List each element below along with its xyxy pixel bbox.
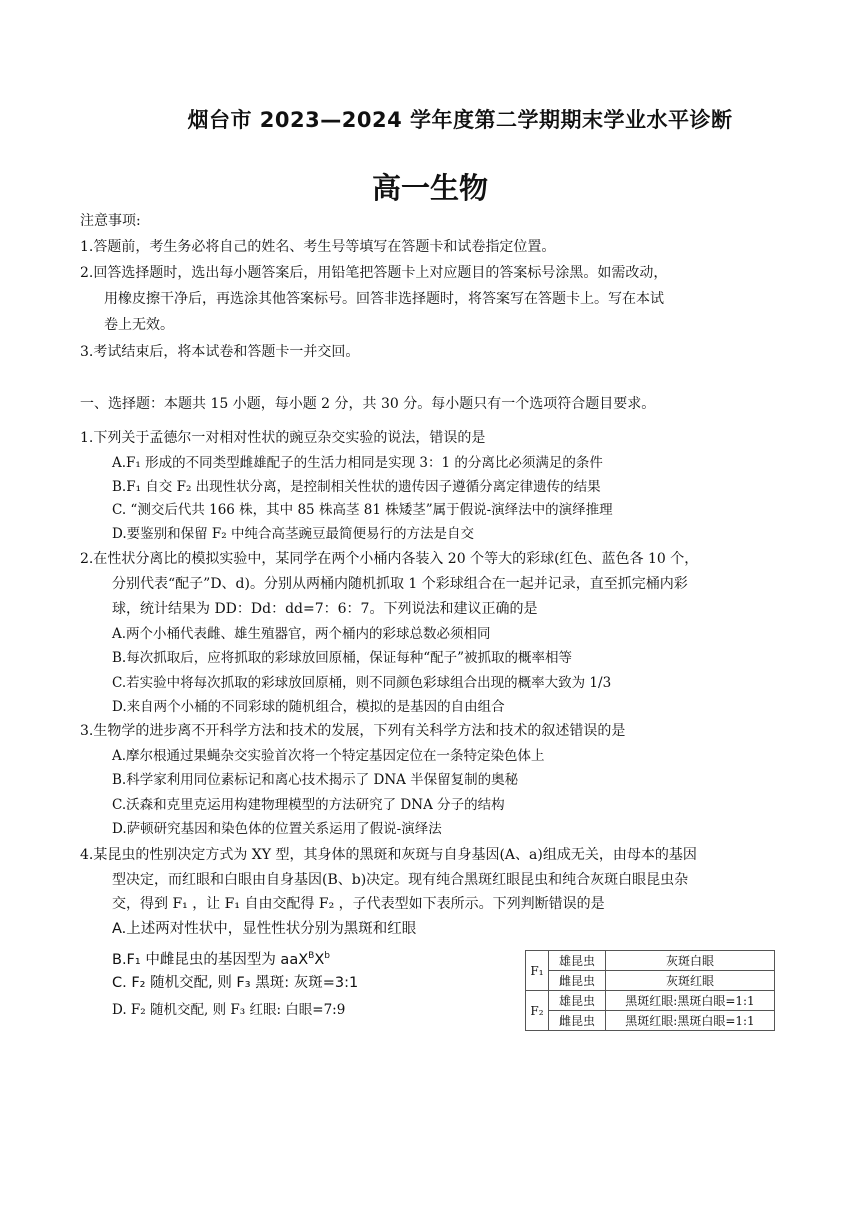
question-stem: 球，统计结果为 DD：Dd：dd=7：6：7。下列说法和建议正确的是 — [112, 601, 538, 617]
sex-cell: 雌昆虫 — [549, 971, 606, 991]
phenotype-cell: 灰斑白眼 — [606, 951, 775, 971]
phenotype-cell: 黑斑红眼:黑斑白眼=1:1 — [606, 1011, 775, 1031]
option-c: C.若实验中将每次抓取的彩球放回原桶，则不同颜色彩球组合出现的概率大致为 1/3 — [112, 675, 612, 691]
sex-cell: 雄昆虫 — [549, 951, 606, 971]
question-stem: 交，得到 F₁ ，让 F₁ 自由交配得 F₂ ，子代表型如下表所示。下列判断错误的是 — [112, 896, 605, 912]
notice-item: 卷上无效。 — [104, 317, 174, 333]
notice-item: 用橡皮擦干净后，再选涂其他答案标号。回答非选择题时，将答案写在答题卡上。写在本试 — [104, 291, 664, 307]
option-b: B.科学家利用同位素标记和离心技术揭示了 DNA 半保留复制的奥秘 — [112, 772, 519, 788]
generation-cell: F₁ — [526, 951, 549, 991]
question-stem: 2.在性状分离比的模拟实验中，某同学在两个小桶内各装入 20 个等大的彩球(红色、蓝色各 10 个， — [80, 551, 699, 567]
subject-title: 高一生物 — [371, 171, 488, 205]
offspring-phenotype-table — [525, 950, 775, 1031]
option-b: B.F₁ 自交 F₂ 出现性状分离，是控制相关性状的遗传因子遵循分离定律遗传的结果 — [112, 479, 601, 495]
superscript: b — [324, 951, 330, 961]
option-b-text: X — [314, 951, 325, 968]
option-d: D.要鉴别和保留 F₂ 中纯合高茎豌豆最简便易行的方法是自交 — [112, 526, 474, 542]
option-b: B.每次抓取后，应将抓取的彩球放回原桶，保证每种“配子”被抓取的概率相等 — [112, 650, 573, 666]
option-c: C. “测交后代共 166 株，其中 85 株高茎 81 株矮茎”属于假说-演绎法中的演绎推理 — [112, 502, 613, 518]
sex-cell: 雌昆虫 — [549, 1011, 606, 1031]
option-a: A.摩尔根通过果蝇杂交实验首次将一个特定基因定位在一条特定染色体上 — [112, 748, 545, 764]
notice-item: 2.回答选择题时，选出每小题答案后，用铅笔把答题卡上对应题目的答案标号涂黑。如需改动， — [80, 265, 668, 281]
option-b — [112, 947, 330, 969]
exam-title: 烟台市 2023—2024 学年度第二学期期末学业水平诊断 — [187, 108, 733, 132]
table-row — [526, 971, 775, 991]
question-stem: 分别代表“配子”D、d)。分别从两桶内随机抓取 1 个彩球组合在一起并记录，直至抓完桶内彩 — [112, 576, 688, 592]
question-stem: 1.下列关于孟德尔一对相对性状的豌豆杂交实验的说法，错误的是 — [80, 430, 486, 446]
option-b-text: B.F₁ 中雌昆虫的基因型为 aaX — [112, 951, 309, 968]
notice-item: 3.考试结束后，将本试卷和答题卡一并交回。 — [80, 344, 360, 360]
option-d: D.来自两个小桶的不同彩球的随机组合，模拟的是基因的自由组合 — [112, 699, 505, 715]
option-d: D.萨顿研究基因和染色体的位置关系运用了假说-演绎法 — [112, 821, 442, 837]
table-row — [526, 991, 775, 1011]
question-stem: 型决定，而红眼和白眼由自身基因(B、b)决定。现有纯合黑斑红眼昆虫和纯合灰斑白眼昆虫杂 — [112, 872, 689, 888]
option-a: A.上述两对性状中，显性性状分别为黑斑和红眼 — [112, 921, 417, 937]
table-row — [526, 1011, 775, 1031]
notice-item: 1.答题前，考生务必将自己的姓名、考生号等填写在答题卡和试卷指定位置。 — [80, 239, 556, 255]
option-c: C.沃森和克里克运用构建物理模型的方法研究了 DNA 分子的结构 — [112, 797, 505, 813]
option-a: A.两个小桶代表雌、雄生殖器官，两个桶内的彩球总数必须相同 — [112, 626, 491, 642]
phenotype-cell: 黑斑红眼:黑斑白眼=1:1 — [606, 991, 775, 1011]
superscript: B — [308, 951, 315, 961]
section-header: 一、选择题：本题共 15 小题，每小题 2 分，共 30 分。每小题只有一个选项符合题目要求。 — [80, 396, 656, 412]
option-a: A.F₁ 形成的不同类型雌雄配子的生活力相同是实现 3：1 的分离比必须满足的条件 — [112, 455, 603, 471]
sex-cell: 雄昆虫 — [549, 991, 606, 1011]
option-c: C. F₂ 随机交配, 则 F₃ 黑斑: 灰斑=3:1 — [112, 975, 359, 991]
question-stem: 3.生物学的进步离不开科学方法和技术的发展，下列有关科学方法和技术的叙述错误的是 — [80, 723, 626, 739]
option-d: D. F₂ 随机交配, 则 F₃ 红眼: 白眼=7:9 — [112, 1002, 346, 1018]
question-stem: 4.某昆虫的性别决定方式为 XY 型，其身体的黑斑和灰斑与自身基因(A、a)组成无关，由母本的基因 — [80, 847, 697, 863]
table-row — [526, 951, 775, 971]
generation-cell: F₂ — [526, 991, 549, 1031]
notice-heading: 注意事项: — [80, 213, 141, 229]
phenotype-cell: 灰斑红眼 — [606, 971, 775, 991]
